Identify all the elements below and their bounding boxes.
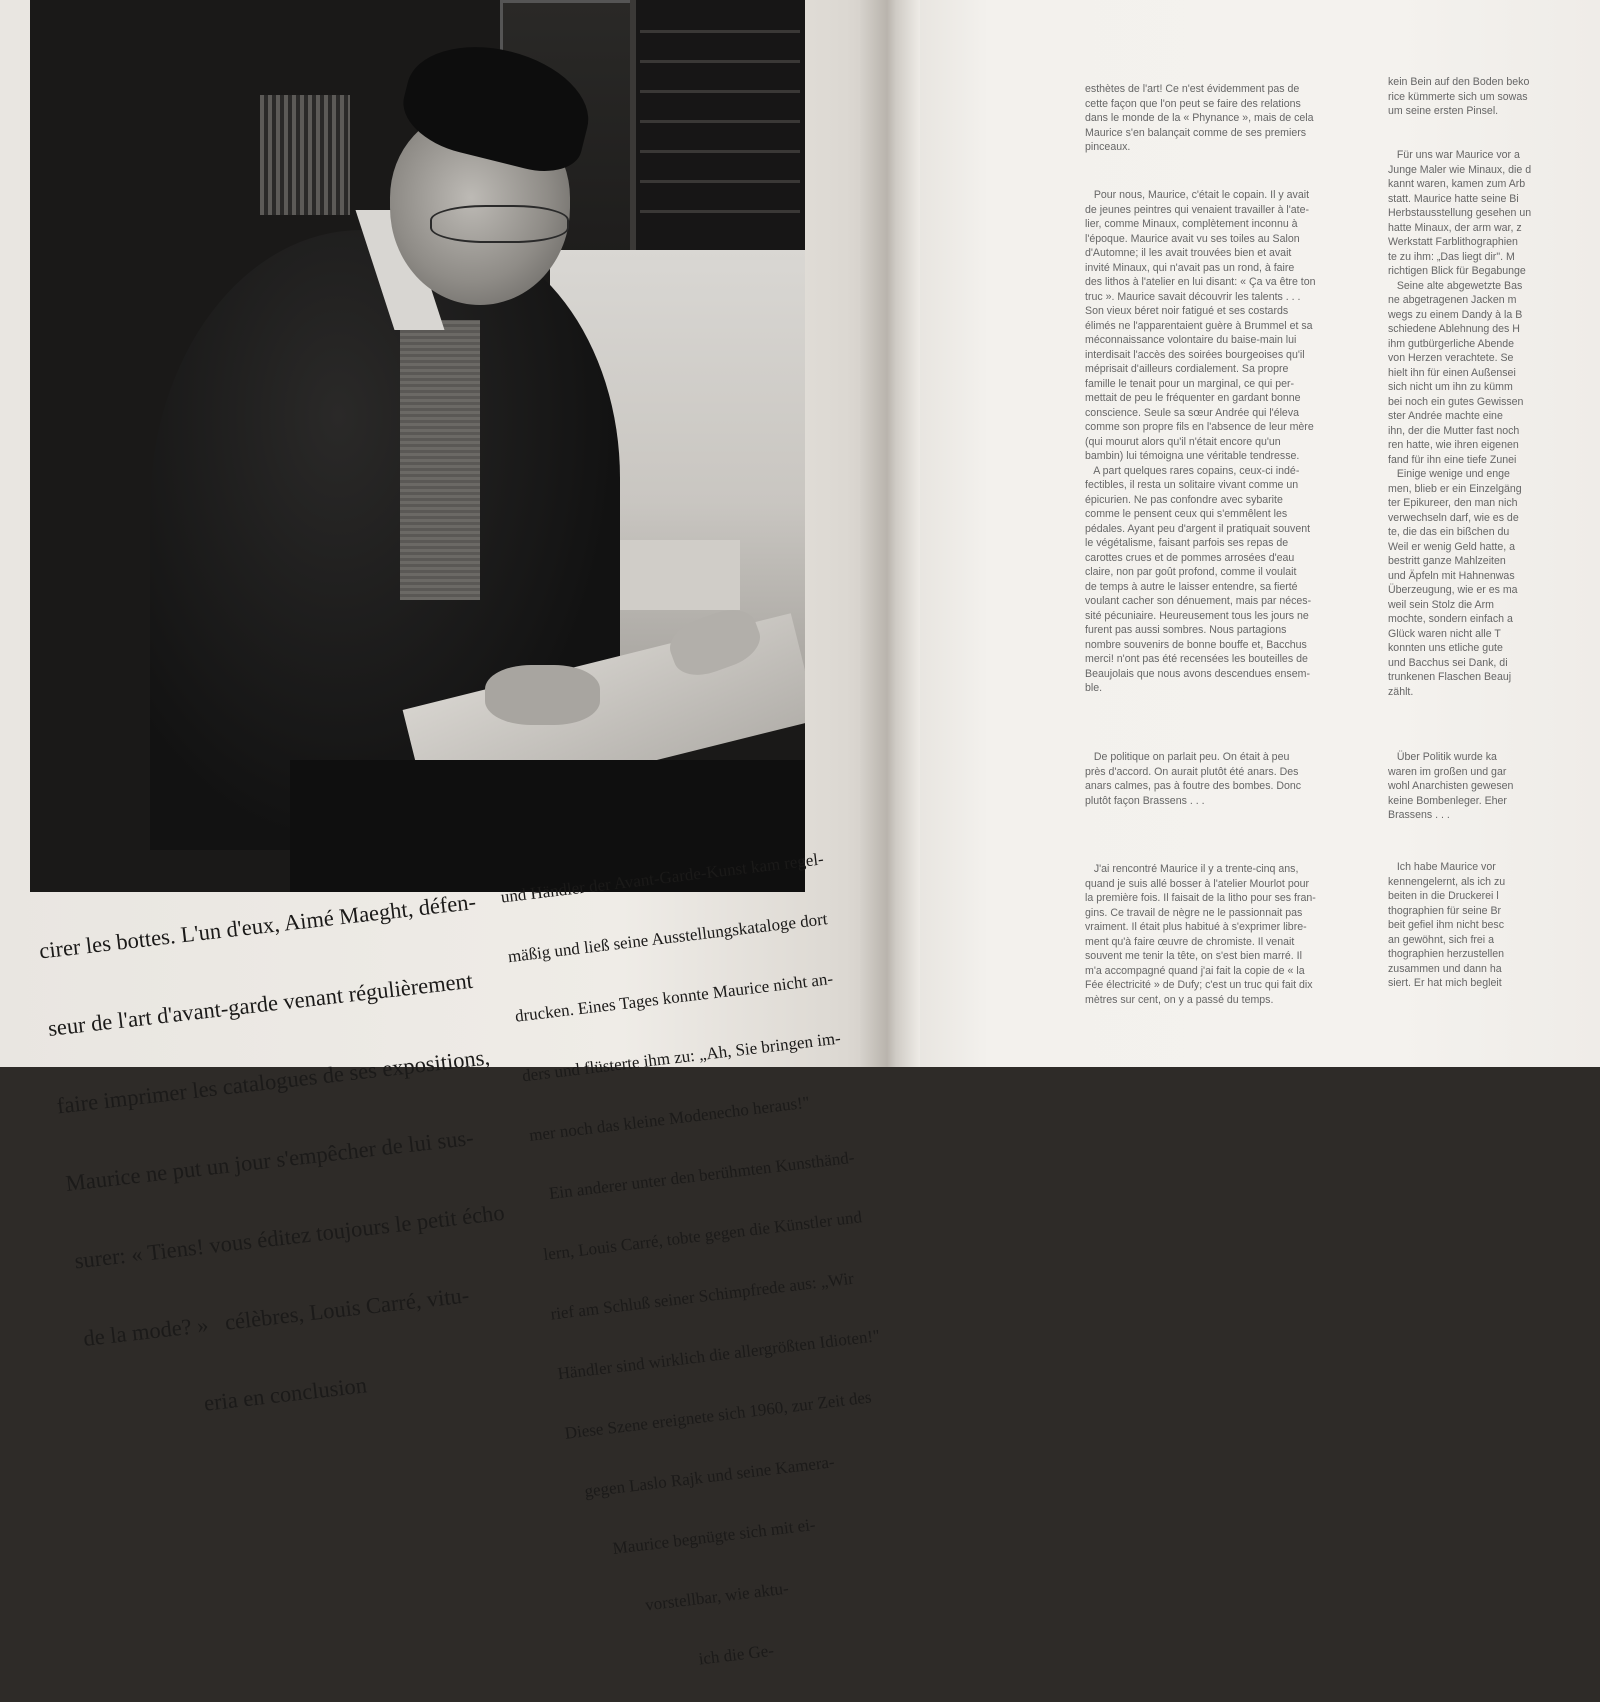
text-line: an gewöhnt, sich frei a [1388,933,1494,946]
text-line: bambin) lui témoigna une véritable tendresse. [1085,450,1300,462]
text-line: te, die das ein bißchen du [1388,526,1510,538]
text-line: Diese Szene ereignete sich 1960, zur Zeit des [563,1387,873,1443]
text-line: fectibles, il resta un solitaire vivant comme un [1085,479,1299,491]
text-line: Über Politik wurde ka [1388,751,1497,763]
text-line: truc ». Maurice savait découvrir les talents . . . [1085,290,1301,303]
text-line: de jeunes peintres qui venaient travailler à l'ate- [1085,203,1310,216]
text-line: Weil er wenig Geld hatte, a [1388,540,1515,553]
french-paragraph-3 [1085,750,1380,808]
text-line: A part quelques rares copains, ceux-ci indé- [1085,464,1300,477]
text-line: quand je suis allé bosser à l'atelier Mourlot pour [1085,877,1310,890]
text-line: und Äpfeln mit Hahnenwas [1388,569,1515,582]
text-line: hielt ihn für einen Außensei [1388,366,1516,379]
text-line: Überzeugung, wie er es ma [1388,584,1518,596]
text-line: ster Andrée machte eine [1388,410,1503,422]
text-line: beit gefiel ihm nicht besc [1388,919,1505,931]
text-line: Maurice begnügte sich mit ei- [577,1514,817,1562]
text-line: famille le tenait pour un marginal, ce qui per- [1085,377,1295,390]
text-line: le végétalisme, faisant parfois ses repas de [1085,537,1289,549]
text-line: wegs zu einem Dandy à la B [1388,308,1523,321]
text-line: keine Bombenleger. Eher [1388,794,1507,807]
text-line: près d'accord. On aurait plutôt été anars. Des [1085,765,1299,778]
text-line: kennengelernt, als ich zu [1388,875,1506,888]
text-line: zählt. [1388,685,1414,698]
text-line: J'ai rencontré Maurice il y a trente-cinq ans, [1085,863,1299,875]
text-line: hatte Minaux, der arm war, z [1388,221,1522,234]
book-spine-gutter [860,0,920,1067]
text-line: statt. Maurice hatte seine Bi [1388,192,1519,205]
text-line: vraiment. Il était plus habitué à s'exprimer libre- [1085,921,1307,933]
text-line: méconnaissance volontaire du baise-main lui [1085,334,1297,346]
text-line: vorstellbar, wie aktu- [584,1578,790,1622]
text-line: lern, Louis Carré, tobte gegen die Künstler und [542,1207,863,1265]
text-line: wohl Anarchisten gewesen [1388,780,1514,792]
text-line: la première fois. Il faisait de la litho pour ses fran- [1085,892,1316,904]
text-line: sich nicht um ihn zu kümm [1388,381,1513,393]
text-line: rief am Schluß seiner Schimpfrede aus: „Wir [549,1268,855,1324]
text-line: gegen Laslo Rajk und seine Kamera- [570,1452,836,1503]
text-line: plutôt façon Brassens . . . [1085,794,1205,807]
text-line: bei noch ein gutes Gewissen [1388,395,1524,408]
text-line: merci! n'ont pas été recensées les bouteilles de [1085,653,1308,665]
text-line: Händler sind wirklich die allergrößten Idioten!" [556,1325,881,1384]
text-line: des lithos à l'atelier en lui disant: « Ça va être ton [1085,276,1316,288]
text-line: te zu ihm: „Das liegt dir". M [1388,250,1515,263]
text-line: ihn, der die Mutter fast noch [1388,424,1520,437]
text-line: Für uns war Maurice vor a [1388,149,1520,161]
text-line: élimés ne l'apparentaient guère à Brummel et sa [1085,319,1313,332]
text-line: pédales. Ayant peu d'argent il pratiquait souvent [1085,522,1311,535]
text-line: Brassens . . . [1388,809,1450,821]
text-line: drucken. Eines Tages konnte Maurice nicht an- [513,968,834,1026]
text-line: claire, non par goût profond, comme il voulait [1085,566,1297,578]
text-line: Ein anderer unter den berühmten Kunsthänd- [535,1147,856,1205]
text-line: ne abgetragenen Jacken m [1388,294,1517,306]
text-line: ich die Ge- [592,1640,775,1682]
text-line: ihm gutbürgerliche Abende [1388,337,1515,350]
text-line: bestritt ganze Mahlzeiten [1388,555,1506,567]
text-line: Son vieux béret noir fatigué et ses costards [1085,305,1289,317]
text-line: um seine ersten Pinsel. [1388,105,1499,117]
text-line: ren hatte, wie ihren eigenen [1388,439,1519,451]
text-line: comme son propre fils en l'absence de leur mère [1085,421,1314,433]
text-line: men, blieb er ein Einzelgäng [1388,482,1522,495]
text-line: nombre souvenirs de bonne bouffe et, Bacchus [1085,638,1307,651]
text-line: beiten in die Druckerei l [1388,890,1499,902]
text-line: m'a accompagné quand j'ai fait la copie de « la [1085,964,1305,977]
text-line: Maurice s'en balançait comme de ses premiers [1085,126,1307,139]
text-line: interdisait l'accès des soirées bourgeoises qu'il [1085,348,1305,361]
french-paragraph-2 [1085,188,1380,696]
text-line: rice kümmerte sich um sowas [1388,90,1528,103]
text-line: trunkenen Flaschen Beauj [1388,671,1512,683]
text-line: (qui mourut alors qu'il n'était encore qu'un [1085,435,1281,448]
text-line: d'Automne; il les avait trouvées bien et avait [1085,247,1292,259]
text-line: konnten uns etliche gute [1388,642,1503,654]
text-line: cirer les bottes. L'un d'eux, Aimé Maeght, défen- [37,888,478,964]
text-line: richtigen Blick für Begabunge [1388,265,1526,277]
text-line: Junge Maler wie Minaux, die d [1388,163,1532,176]
left-text-french [32,837,533,1455]
text-line: méprisait d'ailleurs cordialement. Sa propre [1085,363,1289,375]
text-line: De politique on parlait peu. On était à peu [1085,751,1290,763]
text-line: ter Epikureer, den man nich [1388,497,1518,509]
text-line: eria en conclusion [90,1372,369,1429]
text-line: zusammen und dann ha [1388,962,1502,975]
text-line: sité pécuniaire. Heureusement tous les jours ne [1085,609,1309,622]
german-paragraph-1 [1388,75,1600,119]
text-line: weil sein Stolz die Arm [1388,598,1494,611]
text-line: Ich habe Maurice vor [1388,861,1496,873]
text-line: anars calmes, pas à foutre des bombes. Donc [1085,780,1302,792]
german-paragraph-4 [1388,860,1600,991]
text-line: invité Minaux, qui n'avait pas un rond, à faire [1085,261,1295,274]
text-line: de la mode? » célèbres, Louis Carré, vitu- [82,1282,471,1351]
text-line: souvent me tenir la tête, on s'est bien marré. Il [1085,950,1302,962]
portrait-photograph [30,0,805,892]
text-line: cette façon que l'on peut se faire des relations [1085,97,1301,110]
text-line: surer: « Tiens! vous éditez toujours le petit écho [73,1199,506,1274]
text-line: ders und flüsterte ihm zu: „Ah, Sie bringen im- [521,1028,842,1086]
text-line: und Händler der Avant-Garde-Kunst kam regel- [499,849,825,907]
text-line: Seine alte abgewetzte Bas [1388,279,1523,292]
french-paragraph-4 [1085,862,1380,1007]
text-line: Einige wenige und enge [1388,468,1510,480]
text-line: voulant cacher son dénuement, mais par néces- [1085,595,1312,607]
text-line: mer noch das kleine Modenecho heraus!" [528,1092,811,1145]
text-line: mäßig und ließ seine Ausstellungskataloge dort [506,909,829,967]
text-line: pinceaux. [1085,141,1131,153]
text-line: l'époque. Maurice avait vu ses toiles au Salon [1085,232,1300,245]
text-line: mètres sur cent, on y a passé du temps. [1085,993,1274,1006]
text-line: Maurice ne put un jour s'empêcher de lui sus- [64,1124,475,1197]
french-paragraph-1 [1085,82,1380,155]
text-line: thographien herzustellen [1388,948,1505,960]
text-line: seur de l'art d'avant-garde venant régulièrement [46,967,475,1042]
text-line: Herbstausstellung gesehen un [1388,207,1532,219]
text-line: waren im großen und gar [1388,765,1507,778]
text-line: de temps à autre le laisser entendre, sa fierté [1085,580,1298,593]
text-line: fand für ihn eine tiefe Zunei [1388,453,1517,466]
text-line: Werkstatt Farblithographien [1388,236,1518,248]
text-line: kannt waren, kamen zum Arb [1388,178,1526,190]
text-line: verwechseln darf, wie es de [1388,511,1519,524]
text-line: faire imprimer les catalogues de ses expositions, [55,1044,492,1119]
text-line: conscience. Seule sa sœur Andrée qui l'éleva [1085,406,1300,419]
text-line: furent pas aussi sombres. Nous partagions [1085,624,1287,636]
text-line: lier, comme Minaux, complètement inconnu à [1085,218,1298,230]
text-line: gins. Ce travail de nègre ne le passionnait pas [1085,906,1303,919]
german-paragraph-3 [1388,750,1600,823]
text-line: schiedene Ablehnung des H [1388,323,1520,335]
text-line: Beaujolais que nous avons descendues ensem- [1085,667,1310,680]
text-line: ment qu'à faire œuvre de chromiste. Il venait [1085,935,1295,948]
text-line: und Bacchus sei Dank, di [1388,656,1508,669]
text-line: kein Bein auf den Boden beko [1388,76,1530,88]
text-line: Pour nous, Maurice, c'était le copain. Il y avait [1085,189,1310,201]
text-line: Fée électricité » de Dufy; c'est un truc qui fait dix [1085,979,1313,991]
text-line: ble. [1085,682,1103,694]
text-line: siert. Er hat mich begleit [1388,977,1502,989]
text-line: dans le monde de la « Phynance », mais de cela [1085,112,1314,124]
text-line: comme le pensent ceux qui s'emmêlent les [1085,508,1288,520]
text-line: Glück waren nicht alle T [1388,627,1501,640]
text-line: épicurien. Ne pas confondre avec sybarite [1085,493,1283,506]
text-line: von Herzen verachtete. Se [1388,352,1514,364]
text-line: carottes crues et de pommes arrosées d'eau [1085,551,1295,564]
text-line: mochte, sondern einfach a [1388,613,1513,625]
text-line: esthètes de l'art! Ce n'est évidemment pas de [1085,83,1300,95]
text-line: thographien für seine Br [1388,904,1502,917]
text-line: mettait de peu le fréquenter en gardant bonne [1085,392,1301,404]
german-paragraph-2 [1388,148,1600,699]
